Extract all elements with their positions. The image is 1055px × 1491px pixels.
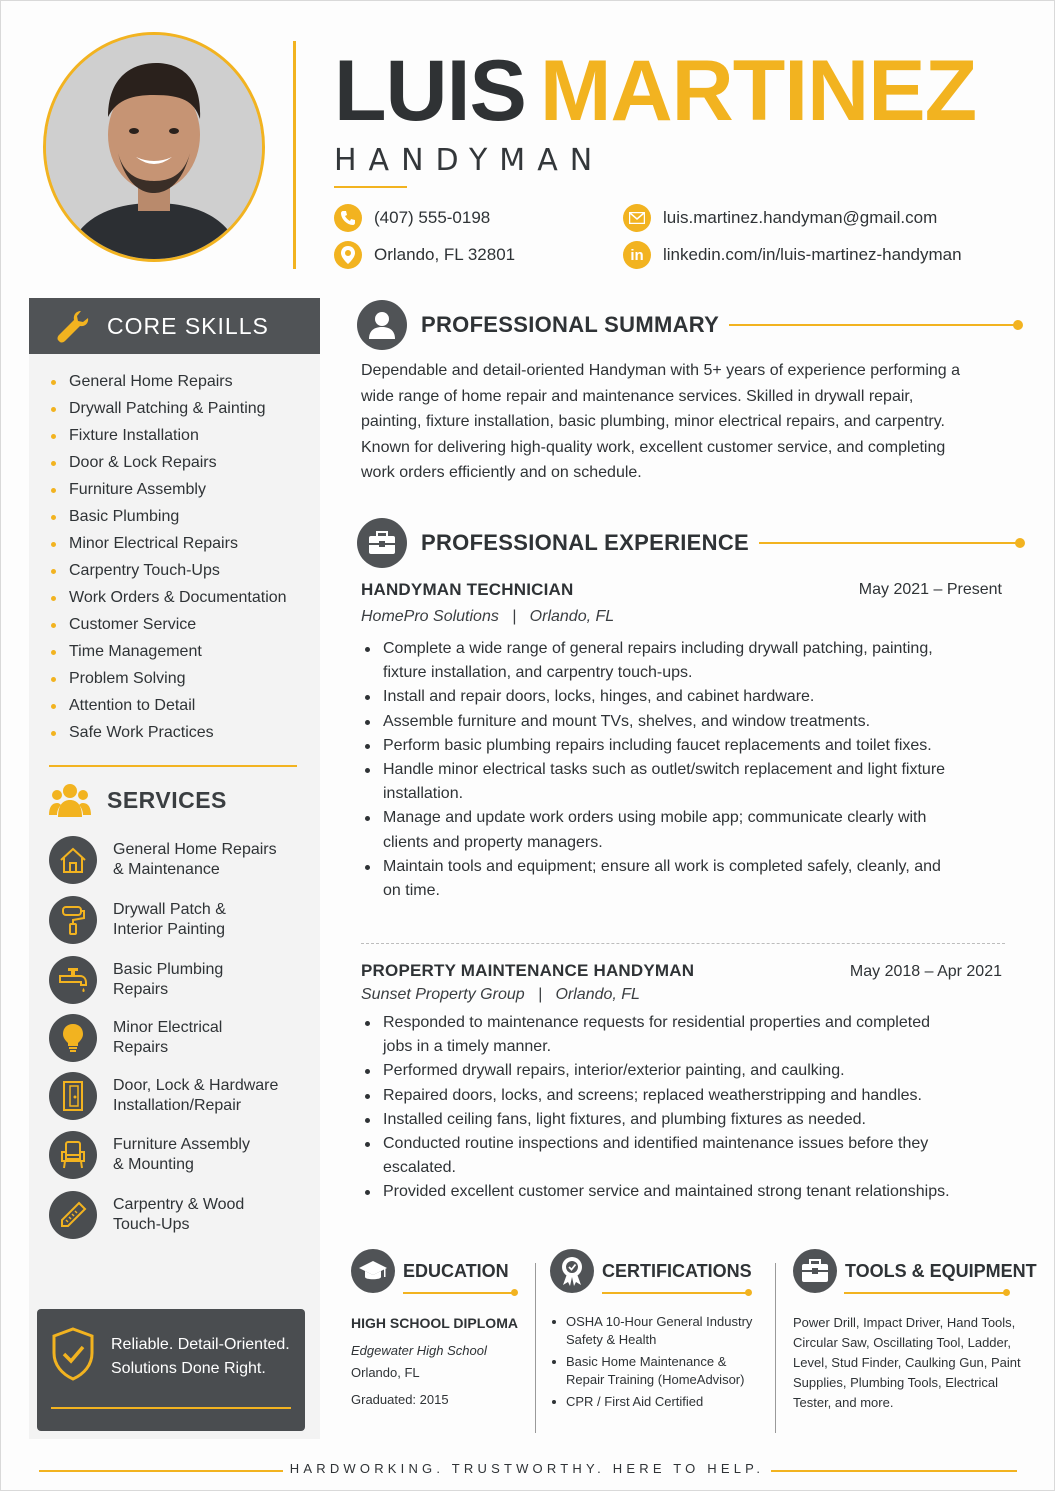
job-1-role: HANDYMAN TECHNICIAN bbox=[361, 580, 574, 599]
service-label bbox=[113, 900, 293, 940]
experience-title: PROFESSIONAL EXPERIENCE bbox=[421, 530, 750, 555]
education-rule bbox=[403, 1292, 515, 1294]
chair-icon bbox=[49, 1131, 97, 1179]
certification-item: OSHA 10-Hour General Industry Safety & Health bbox=[550, 1313, 760, 1349]
service-item bbox=[49, 1014, 293, 1062]
services-title: SERVICES bbox=[107, 786, 227, 813]
skill-item: Fixture Installation bbox=[49, 426, 287, 453]
service-label-line-1: Door, Lock & Hardware bbox=[113, 1077, 279, 1094]
award-badge-icon bbox=[550, 1249, 594, 1293]
full-name bbox=[334, 43, 976, 139]
contact-linkedin bbox=[623, 241, 962, 269]
toolbox-icon bbox=[793, 1249, 837, 1293]
title-underline bbox=[334, 186, 407, 188]
service-label-line-2: Touch-Ups bbox=[113, 1216, 190, 1233]
services-header bbox=[49, 783, 227, 817]
motto-underline bbox=[51, 1407, 291, 1409]
job-bullet: Assemble furniture and mount TVs, shelves, and window treatments. bbox=[361, 710, 961, 734]
job-bullet: Installed ceiling fans, light fixtures, and plumbing fixtures as needed. bbox=[361, 1108, 961, 1132]
location-text: Orlando, FL 32801 bbox=[374, 245, 516, 264]
job-2-company: Sunset Property Group | Orlando, FL bbox=[361, 986, 640, 1003]
footer-rule-left bbox=[39, 1470, 283, 1472]
house-icon bbox=[49, 836, 97, 884]
service-item bbox=[49, 1131, 293, 1179]
profile-photo bbox=[43, 32, 265, 262]
person-icon bbox=[357, 300, 407, 350]
job-title: HANDYMAN bbox=[334, 143, 605, 178]
sidebar-divider bbox=[49, 765, 297, 767]
skill-item: Safe Work Practices bbox=[49, 723, 287, 750]
service-item bbox=[49, 896, 293, 944]
service-label-line-2: & Mounting bbox=[113, 1156, 194, 1173]
service-item bbox=[49, 1191, 293, 1239]
job-bullet: Complete a wide range of general repairs including drywall patching, painting, fixture installation, and carpentry touch-ups. bbox=[361, 637, 961, 685]
service-label-line-1: General Home Repairs bbox=[113, 841, 277, 858]
job-1-company: HomePro Solutions | Orlando, FL bbox=[361, 608, 615, 625]
summary-rule bbox=[729, 324, 1019, 326]
briefcase-icon bbox=[357, 518, 407, 568]
job-2-role: PROPERTY MAINTENANCE HANDYMAN bbox=[361, 961, 695, 980]
shield-check-icon bbox=[51, 1327, 95, 1386]
service-label-line-2: & Maintenance bbox=[113, 861, 220, 878]
paint-roller-icon bbox=[49, 896, 97, 944]
service-label bbox=[113, 1018, 293, 1058]
service-item bbox=[49, 1072, 293, 1120]
faucet-icon bbox=[49, 956, 97, 1004]
job-bullet: Repaired doors, locks, and screens; replaced weatherstripping and handles. bbox=[361, 1084, 961, 1108]
tools-text: Power Drill, Impact Driver, Hand Tools, Circular Saw, Oscillating Tool, Ladder, Level, Stud Finder, Caulking Gun, Paint Supplies, Plumbing Tools, Electrical Tester, and more. bbox=[793, 1315, 1021, 1410]
education-title: EDUCATION bbox=[403, 1260, 509, 1281]
last-name: MARTINEZ bbox=[539, 43, 977, 139]
certification-item: Basic Home Maintenance & Repair Training (HomeAdvisor) bbox=[550, 1353, 760, 1389]
service-label-line-1: Drywall Patch & bbox=[113, 901, 226, 918]
service-label-line-2: Repairs bbox=[113, 981, 169, 998]
footer-rule-right bbox=[771, 1470, 1017, 1472]
contact-phone bbox=[334, 204, 490, 232]
skill-item: Drywall Patching & Painting bbox=[49, 399, 287, 426]
summary-title: PROFESSIONAL SUMMARY bbox=[421, 312, 720, 337]
experience-rule bbox=[759, 542, 1021, 544]
skill-item: Customer Service bbox=[49, 615, 287, 642]
core-skills-header bbox=[29, 298, 320, 354]
linkedin-icon: in bbox=[623, 241, 651, 269]
core-skills-title: CORE SKILLS bbox=[107, 312, 269, 339]
service-label bbox=[113, 1195, 293, 1235]
education-header bbox=[351, 1249, 509, 1293]
job-bullet: Manage and update work orders using mobile app; communicate clearly with clients and property managers. bbox=[361, 806, 961, 854]
certifications-header bbox=[550, 1249, 752, 1293]
email-icon bbox=[623, 204, 651, 232]
job-2-bullets bbox=[361, 1011, 961, 1205]
education-location: Orlando, FL bbox=[351, 1365, 420, 1380]
skill-item: Basic Plumbing bbox=[49, 507, 287, 534]
skill-item: Furniture Assembly bbox=[49, 480, 287, 507]
certification-item: CPR / First Aid Certified bbox=[550, 1393, 760, 1411]
skill-item: Time Management bbox=[49, 642, 287, 669]
certifications-title: CERTIFICATIONS bbox=[602, 1260, 752, 1281]
service-item bbox=[49, 956, 293, 1004]
contact-location bbox=[334, 241, 515, 269]
service-label-line-2: Installation/Repair bbox=[113, 1097, 242, 1114]
saw-icon bbox=[49, 1191, 97, 1239]
service-label bbox=[113, 960, 293, 1000]
certifications-list bbox=[550, 1313, 760, 1415]
service-label-line-1: Minor Electrical bbox=[113, 1019, 223, 1036]
tools-rule bbox=[844, 1292, 1007, 1294]
email-text[interactable]: luis.martinez.handyman@gmail.com bbox=[663, 208, 938, 227]
skill-item: Attention to Detail bbox=[49, 696, 287, 723]
education-degree: HIGH SCHOOL DIPLOMA bbox=[351, 1315, 518, 1331]
job-1-bullets bbox=[361, 637, 961, 903]
job-bullet: Install and repair doors, locks, hinges, and cabinet hardware. bbox=[361, 685, 961, 709]
service-label bbox=[113, 1135, 293, 1175]
skill-item: Carpentry Touch-Ups bbox=[49, 561, 287, 588]
job-1-dates: May 2021 – Present bbox=[858, 581, 1002, 598]
motto-box bbox=[37, 1309, 305, 1431]
job-divider bbox=[361, 943, 1005, 944]
column-separator bbox=[535, 1263, 536, 1433]
job-2-dates: May 2018 – Apr 2021 bbox=[849, 963, 1002, 980]
header-divider bbox=[293, 41, 296, 269]
summary-header bbox=[357, 300, 1019, 350]
summary-text: Dependable and detail-oriented Handyman with 5+ years of experience performing a wide range of home repair and maintenance services. Skilled in drywall repair, painting, fixture installation, basic plumbing, minor electrical repairs, and carpentry. Known for delivering high-quality work, excellent customer service, and completing work orders efficiently and on schedule. bbox=[361, 362, 961, 481]
service-label bbox=[113, 840, 293, 880]
education-school: Edgewater High School bbox=[351, 1343, 487, 1358]
first-name: LUIS bbox=[334, 43, 526, 139]
job-bullet: Performed drywall repairs, interior/exterior painting, and caulking. bbox=[361, 1059, 961, 1083]
job-bullet: Handle minor electrical tasks such as outlet/switch replacement and light fixture installation. bbox=[361, 758, 961, 806]
job-bullet: Responded to maintenance requests for residential properties and completed jobs in a timely manner. bbox=[361, 1011, 961, 1059]
skill-item: Work Orders & Documentation bbox=[49, 588, 287, 615]
skill-item: Problem Solving bbox=[49, 669, 287, 696]
skill-item: Door & Lock Repairs bbox=[49, 453, 287, 480]
wrench-icon bbox=[55, 308, 91, 344]
education-graduated: Graduated: 2015 bbox=[351, 1392, 449, 1407]
phone-text: (407) 555-0198 bbox=[374, 208, 491, 227]
service-label bbox=[113, 1076, 293, 1116]
tools-header bbox=[793, 1249, 1037, 1293]
service-label-line-1: Basic Plumbing bbox=[113, 961, 224, 978]
graduation-cap-icon bbox=[351, 1249, 395, 1293]
service-label-line-1: Carpentry & Wood bbox=[113, 1196, 245, 1213]
tools-title: TOOLS & EQUIPMENT bbox=[845, 1260, 1037, 1281]
column-separator bbox=[775, 1263, 776, 1433]
service-item bbox=[49, 836, 293, 884]
job-bullet: Perform basic plumbing repairs including faucet replacements and toilet fixes. bbox=[361, 734, 961, 758]
job-bullet: Maintain tools and equipment; ensure all work is completed safely, cleanly, and on time. bbox=[361, 855, 961, 903]
footer-tagline: HARDWORKING. TRUSTWORTHY. HERE TO HELP. bbox=[289, 1461, 765, 1476]
location-pin-icon bbox=[334, 241, 362, 269]
service-label-line-2: Repairs bbox=[113, 1039, 169, 1056]
core-skills-list bbox=[49, 372, 287, 750]
service-label-line-1: Furniture Assembly bbox=[113, 1136, 250, 1153]
phone-icon bbox=[334, 204, 362, 232]
skill-item: General Home Repairs bbox=[49, 372, 287, 399]
contact-email bbox=[623, 204, 937, 232]
motto-line-2: Solutions Done Right. bbox=[111, 1360, 266, 1377]
skill-item: Minor Electrical Repairs bbox=[49, 534, 287, 561]
job-bullet: Provided excellent customer service and maintained strong tenant relationships. bbox=[361, 1180, 961, 1204]
certifications-rule bbox=[602, 1292, 749, 1294]
service-label-line-2: Interior Painting bbox=[113, 921, 226, 938]
linkedin-text[interactable]: linkedin.com/in/luis-martinez-handyman bbox=[663, 245, 962, 264]
door-icon bbox=[49, 1072, 97, 1120]
light-bulb-icon bbox=[49, 1014, 97, 1062]
motto-line-1: Reliable. Detail-Oriented. bbox=[111, 1336, 290, 1353]
job-bullet: Conducted routine inspections and identified maintenance issues before they escalated. bbox=[361, 1132, 961, 1180]
group-people-icon bbox=[49, 783, 91, 817]
experience-header bbox=[357, 518, 1021, 568]
